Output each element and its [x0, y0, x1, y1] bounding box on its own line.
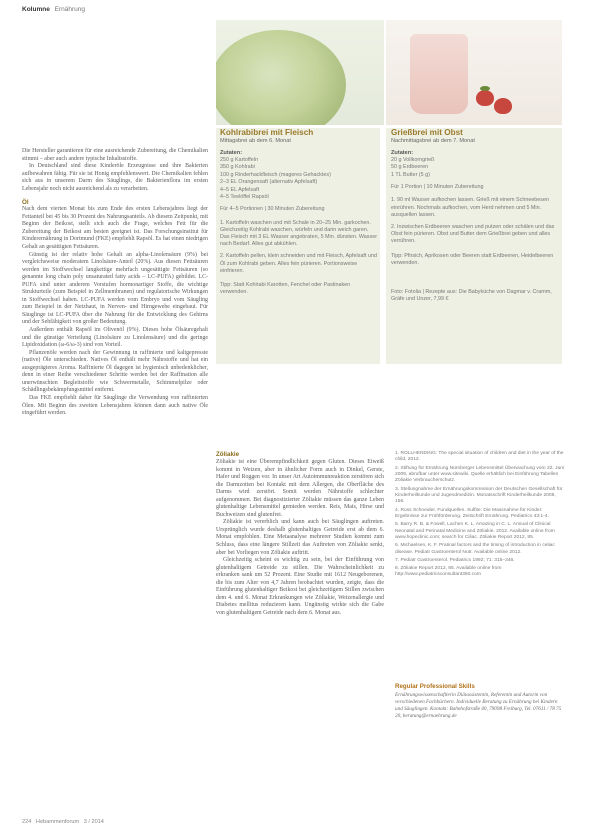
- ingredients-heading: Zutaten:: [391, 150, 414, 156]
- ingredient-list: [220, 157, 378, 201]
- reference-item: 8. Zöliakie Report 2012, 85. Available online from http://www.pediatricsconsultant360.com: [395, 566, 502, 578]
- recipe-portions: Für 1 Portion | 10 Minuten Zubereitung: [391, 184, 484, 191]
- reference-item: 4. Ross Schneider. Fundquellen. Sulfite: Die Massnahme für Kinder: Ergebnisse zur Frühförderung. Zeitschrift Ernährung. Pediatrics 43:1-4.: [395, 507, 549, 520]
- reference-item: 3. Stellungnahme der Ernährungskommission der Deutschen Gesellschaft für Kinderheilkunde und Jugendmedizin. Monatsschrift Kinderheilkunde 2008, 156.: [395, 486, 563, 505]
- body-paragraph: Zöliakie ist eine Überempfindlichkeit gegen Gluten. Dieses Eiweiß kommt in Weizen, aber in ähnlicher Form auch in Dinkel, Gerste, Hafer und Roggen vor. In unser Art Autoimmunreaktion zerstören sich die Darmzotten bei Kontakt mit dem Allergen, die Oberfläche des Darms wird zerstört. Somit werden Nährstoffe schlechter aufgenommen. Bei diagnostizierter Zöliakie müssen das ganze Leben glutenhaltige Lebensmittel gemieden werden. Reis, Mais, Hirse und Buchweizen sind glutenfrei.: [216, 459, 384, 518]
- page-footer: [22, 819, 107, 825]
- reference-item: 2. Stiftung für Ernährung Nürnberger Lebensmittel Überwachung vom 22. Juni 2009, abrufbar unter www.sitewiki. Quelle erhältlich bei Einführung Tabellen Zöliakie Verbraucherschutz.: [395, 465, 565, 484]
- header-keyword: Kolumne: [22, 6, 50, 13]
- section-heading: Öl: [22, 199, 29, 207]
- body-paragraph: Günstig ist der relativ hohe Gehalt an alpha-Linolensäure (9%) bei vergleichsweise moderatem Linolsäure-Anteil (20%). Aus diesen Fettsäuren werden im Stoffwechsel langkettige mehrfach ungesättigte Fettsäuren (so genannte long chain poly unsaturated fatty acids – LC-PUFA) gebildet. LC-PUFA sind unter anderem Vorstufen hormonartiger Stoffe, die wichtige Strukturteile (zum Beispiel in Zellmembranen) und regulatorische Wirkungen in Stoffwechsel haben. LC-PUFA werden vom Embryo und vom Säugling zum Beispiel in der Netzhaut, in Nerven- und Hirngewebe eingebaut. Für Säuglinge ist LC-PUFA über die Nahrung für die Entwicklung des Gehirns und der Sehfähigkeit von großer Bedeutung.: [22, 251, 208, 326]
- photo-griessbrei: [386, 20, 562, 125]
- recipe-griessbrei: [391, 128, 557, 303]
- reference-item: 1. ROLLHENDING: The special situation of children and diet in the year of the child, 2012.: [395, 451, 564, 463]
- recipe-step: 1. 90 ml Wasser aufkochen lassen. Grieß mit einem Schneebesen einrühren. Nochmals aufkochen, vom Herd nehmen und 5 Min. ausquellen lassen.: [391, 197, 549, 218]
- recipe-tip: Tipp: Pfirsich, Aprikosen oder Beeren statt Erdbeeren, Heidelbeeren verwenden.: [391, 252, 554, 266]
- body-paragraph: Nach dem vierten Monat bis zum Ende des ersten Lebensjahres liegt der Fettanteil bei 45 bis 30 Prozent des Nahrungsanteils. Ab diesem Zeitpunkt, mit Beginn der Beikost, stellt sich auch die Frage, welches Fett für die Zubereitung der Beikost am besten geeignet ist. Das Forschungsinstitut für Kinderernährung in Dortmund (FKE) empfiehlt Rapsöl. Es hat einen niedrigen Gehalt an gesättigten Fettsäuren.: [22, 206, 208, 251]
- page-header: [22, 6, 85, 13]
- author-box: [395, 683, 563, 720]
- journal-name: Hebammenforum: [35, 819, 80, 825]
- recipe-title: Kohlrabibrei mit Fleisch: [220, 128, 314, 137]
- recipe-kohlrabibrei: [220, 128, 378, 296]
- ingredient-item: 4–5 EL Apfelsaft: [220, 186, 260, 193]
- body-paragraph: Außerdem enthält Rapsöl im Olivenöl (9%). Dieses hohe Ölsäuregehalt und die günstige Verteilung (Linolsäure zu Linolensäure) und die geringe Lipidoxidation (ω-6/ω-3) sind von Vorteil.: [22, 327, 208, 349]
- ingredient-item: 100 g Rinderhackfleisch (mageres Gehacktes): [220, 171, 331, 178]
- ingredient-list: [391, 157, 557, 179]
- header-section: Ernährung: [54, 6, 85, 13]
- recipe-tip: Tipp: Statt Kohlrabi Karotten, Fenchel oder Pastinaken verwenden.: [220, 282, 351, 296]
- body-paragraph: Pflanzenöle werden nach der Gewinnung in raffinierte und kaltgepresste (native) Öle unterschieden. Natives Öl enthält mehr Nährstoffe und hat ein ausgeprägteres Aroma. Raffinierte Öl dagegen ist hygienisch unbedenklicher, denn in einer Reihe verschiedener Schritte werden bei der Raffination alle unerwünschten Begleitstoffe wie Schwermetalle, Schimmelpilze oder Schädlingsbekämpfungsmittel entfernt.: [22, 349, 208, 394]
- recipe-age: Nachmittagsbrei ab dem 7. Monat: [391, 138, 475, 144]
- ingredient-item: 2–3 EL Orangensaft (alternativ Apfelsaft): [220, 179, 318, 186]
- ingredient-item: 1 TL Butter (5 g): [391, 171, 430, 178]
- ingredient-item: 350 g Kohlrabi: [220, 164, 255, 171]
- reference-item: 6. Michaelsen, K. F. Pratinal factors and the timing of introduction in celiac disease. Pediatr Gastroenterol Nutr. Available online 2012.: [395, 543, 555, 555]
- author-heading: Regular Professional Skills: [395, 683, 475, 690]
- reference-list: [395, 451, 565, 581]
- recipe-step: 2. Inzwischen Erdbeeren waschen und putzen oder schälen und das Obst fein pürieren. Obst und Butter dem Grießbrei geben und alles verrühren.: [391, 224, 555, 245]
- body-paragraph: Die Hersteller garantieren für eine ausreichende Zubereitung, die Chemikalien stimmt – aber auch andere typische Inhaltsstoffe.: [22, 148, 208, 162]
- recipe-step: 1. Kartoffeln waschen und mit Schale in 20–25 Min. garkochen. Gleichzeitig Kohlrabi waschen, würfeln und darin weich garen. Das Fleisch mit 3 EL Wasser angebraten, 5 Min. dünsten. Wasser nach Bedarf. Alles gut abkühlen.: [220, 219, 377, 248]
- ingredient-item: 50 g Erdbeeren: [391, 164, 429, 171]
- body-paragraph: Das FKE empfiehlt daher für Säuglinge die Verwendung von raffinierten Ölen. Mit Beginn des zweiten Lebensjahres können dann auch native Öle eingeführt werden.: [22, 394, 208, 417]
- body-paragraph: Gleichzeitig scheint es wichtig zu sein, bei der Einführung von glutenhaltigem Getreide zu stillen. Die Wahrscheinlichkeit zu erkranken sank um 52 Prozent. Eine Studie mit 1612 Neugeborenen, die bis zum Alter von 4,7 Jahren beobachtet wurden, zeigte, dass die Einführung glutenhaltiger Beikost bei gleichzeitigem Stillen zwischen dem 4. und 6. Monat Erkrankungen wie Zöliakie, Weizenallergie und Diabetes mellitus reduzieren kann. Ungünstig wirkte sich die Gabe von glutenhaltigem Getreide nach dem 6. Monat aus.: [216, 557, 384, 616]
- recipe-step: 2. Kartoffeln pellen, klein schneiden und mit Fleisch, Apfelsaft und Öl zum Kohlrabi geben. Alles fein pürieren. Portionsweise einfrieren.: [220, 253, 377, 274]
- body-paragraph: Zöliakie ist vererblich und kann auch bei Säuglingen auftreten. Ursprünglich wurde deshalb glutenhaltiges Getreide erst ab dem 6. Monat empfohlen. Eine Metaanalyse mehrerer Studien kommt zum Schluss, dass eine längere Stillzeit das Auftreten von Zöliakie senkt, aber bei Vorliegen von Zöliakie auftritt.: [216, 519, 384, 556]
- page-number: 224: [22, 819, 32, 825]
- section-heading: Zöliakie: [216, 451, 240, 458]
- article-column-2: [216, 451, 384, 617]
- article-column-1: [22, 148, 208, 418]
- ingredient-item: 20 g Vollkorngrieß: [391, 157, 435, 163]
- reference-item: 5. Barry R. B. & Fowell, Lachen K. L. Amazing in C. L. Annual of Clinical Neonatal and Perinatal Medicine and Zöliakie. 2012. Available online from www.hopeclinic.com; search for Ciliac. Zöliakie Report 2012, 85.: [395, 522, 555, 541]
- recipe-source-note: Foto: Fotolia | Rezepte aus: Die Babyküche von Dagmar v. Cramm, Gräfe und Unzer, 7,99 €: [391, 289, 552, 303]
- reference-item: 7. Pediatr Gastroenterol. Pediatrics 1992; 71: 315–346.: [395, 557, 515, 563]
- ingredient-item: 4–5 Teelöffel Rapsöl: [220, 194, 269, 201]
- recipe-portions: Für 4–5 Portionen | 30 Minuten Zubereitung: [220, 206, 325, 213]
- recipe-title: Grießbrei mit Obst: [391, 128, 463, 137]
- author-bio: Ernährungswissenschaftlerin Diätassistentin, Referentin und Autorin von verschiedenen Fachbüchern. Individuelle Beratung zu Ernährung bei Kindern und Säuglingen. Kontakt: Bahnhofstraße 40, 79098 Freiburg, Tel. 07611 / 78 75 20, beratung@ernaehrung.de: [395, 692, 562, 719]
- issue-number: 3 / 2014: [83, 819, 104, 825]
- ingredient-item: 250 g Kartoffeln: [220, 157, 258, 163]
- body-paragraph: In Deutschland sind diese Kinderöle Erzeugnisse und ihre Bakterien aufbewahren fähig. Für sie ist Honig empfehlenswert. Die Chemikalien fehlen sich aus in unserem Darm des Säuglings, die Bakterienflora im ersten Lebensjahr noch nicht ausreichend als zu verarbeiten.: [22, 163, 208, 192]
- ingredients-heading: Zutaten:: [220, 150, 243, 156]
- recipe-age: Mittagsbrei ab dem 6. Monat: [220, 138, 291, 144]
- photo-kohlrabi-brei: [216, 20, 384, 125]
